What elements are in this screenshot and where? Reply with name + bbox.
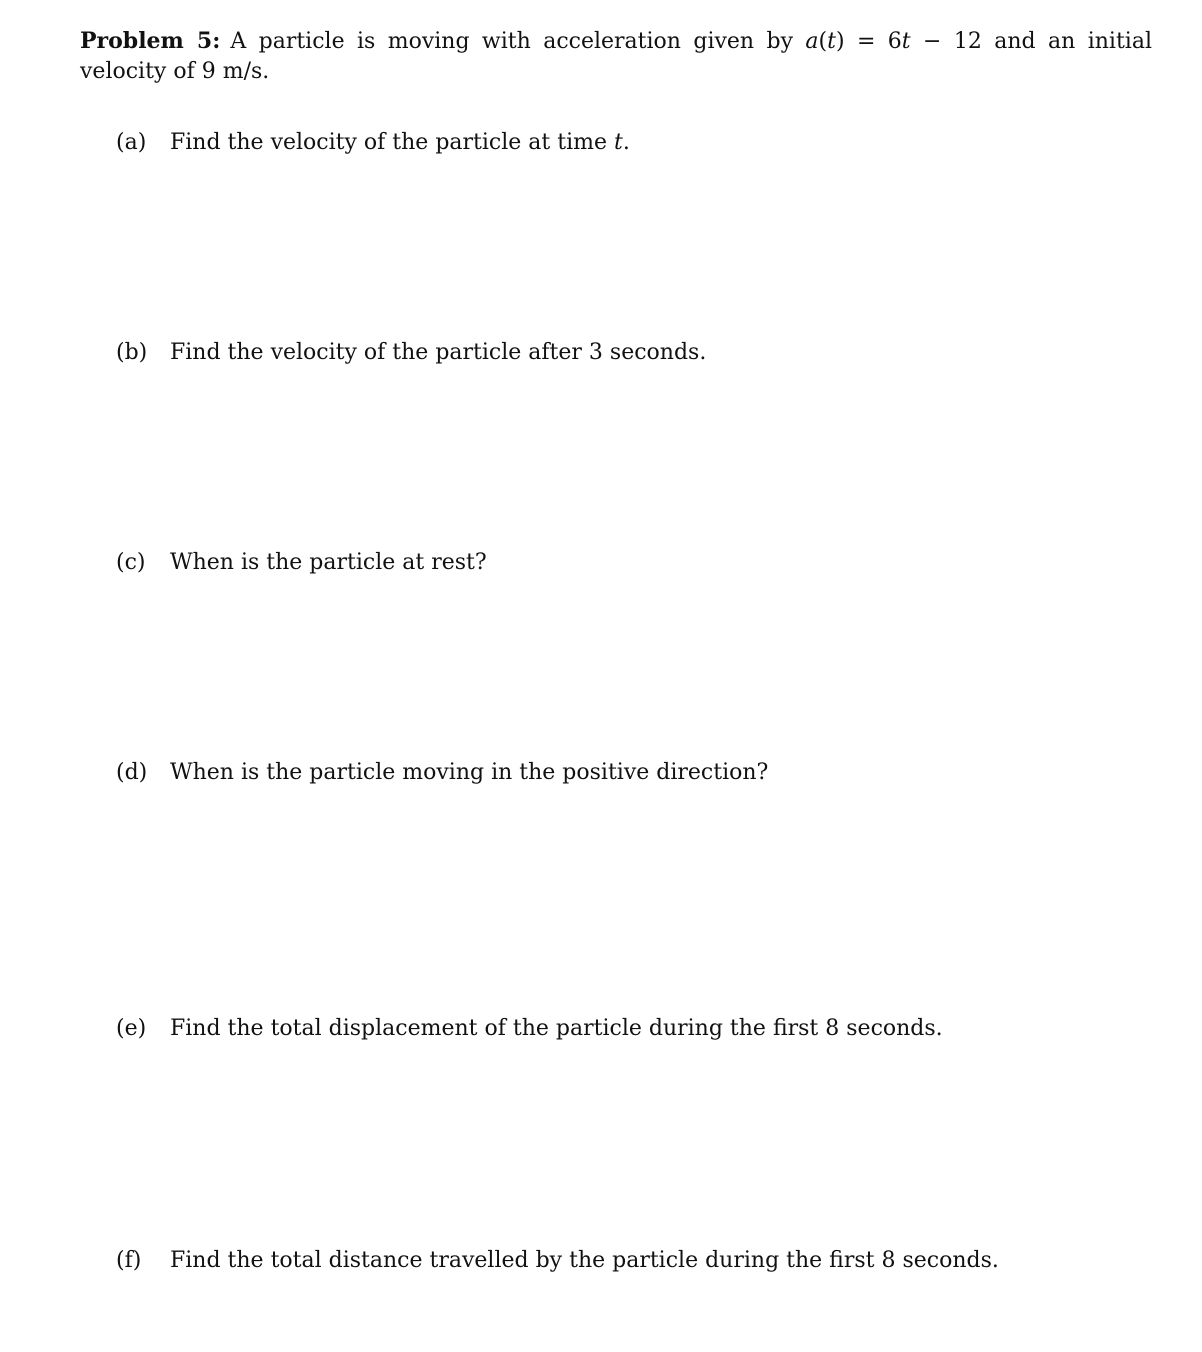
part-d-text: When is the particle moving in the positive direction?: [170, 760, 769, 785]
function-arg: t: [827, 29, 836, 54]
part-e: [116, 1014, 943, 1044]
equation-equals: = 6: [844, 29, 902, 54]
part-f-marker: (f): [116, 1248, 142, 1273]
function-name: a: [805, 29, 819, 54]
part-b-marker: (b): [116, 340, 148, 365]
part-b: [116, 338, 706, 368]
problem-intro: A particle is moving with acceleration given by: [230, 29, 806, 54]
problem-label: Problem 5:: [80, 28, 221, 54]
part-a-variable: t: [614, 130, 623, 155]
part-b-text: Find the velocity of the particle after 3 seconds.: [170, 340, 707, 365]
function-paren-open: (: [818, 29, 828, 54]
part-f: [116, 1246, 999, 1276]
part-a: [116, 128, 630, 158]
part-a-text: Find the velocity of the particle at time: [170, 130, 614, 155]
problem-statement: [80, 26, 1152, 87]
part-c-marker: (c): [116, 550, 146, 575]
part-a-end: .: [622, 130, 630, 155]
part-c: [116, 548, 487, 578]
part-e-text: Find the total displacement of the particle during the first 8 seconds.: [170, 1016, 943, 1041]
part-d: [116, 758, 768, 788]
problem-rest: − 12 and an initial velocity of 9 m/s.: [80, 29, 1152, 84]
part-e-marker: (e): [116, 1016, 147, 1041]
part-d-marker: (d): [116, 760, 148, 785]
function-paren-close: ): [835, 29, 845, 54]
part-f-text: Find the total distance travelled by the particle during the first 8 seconds.: [170, 1248, 999, 1273]
equation-variable: t: [901, 29, 911, 54]
part-c-text: When is the particle at rest?: [170, 550, 487, 575]
part-a-marker: (a): [116, 130, 147, 155]
